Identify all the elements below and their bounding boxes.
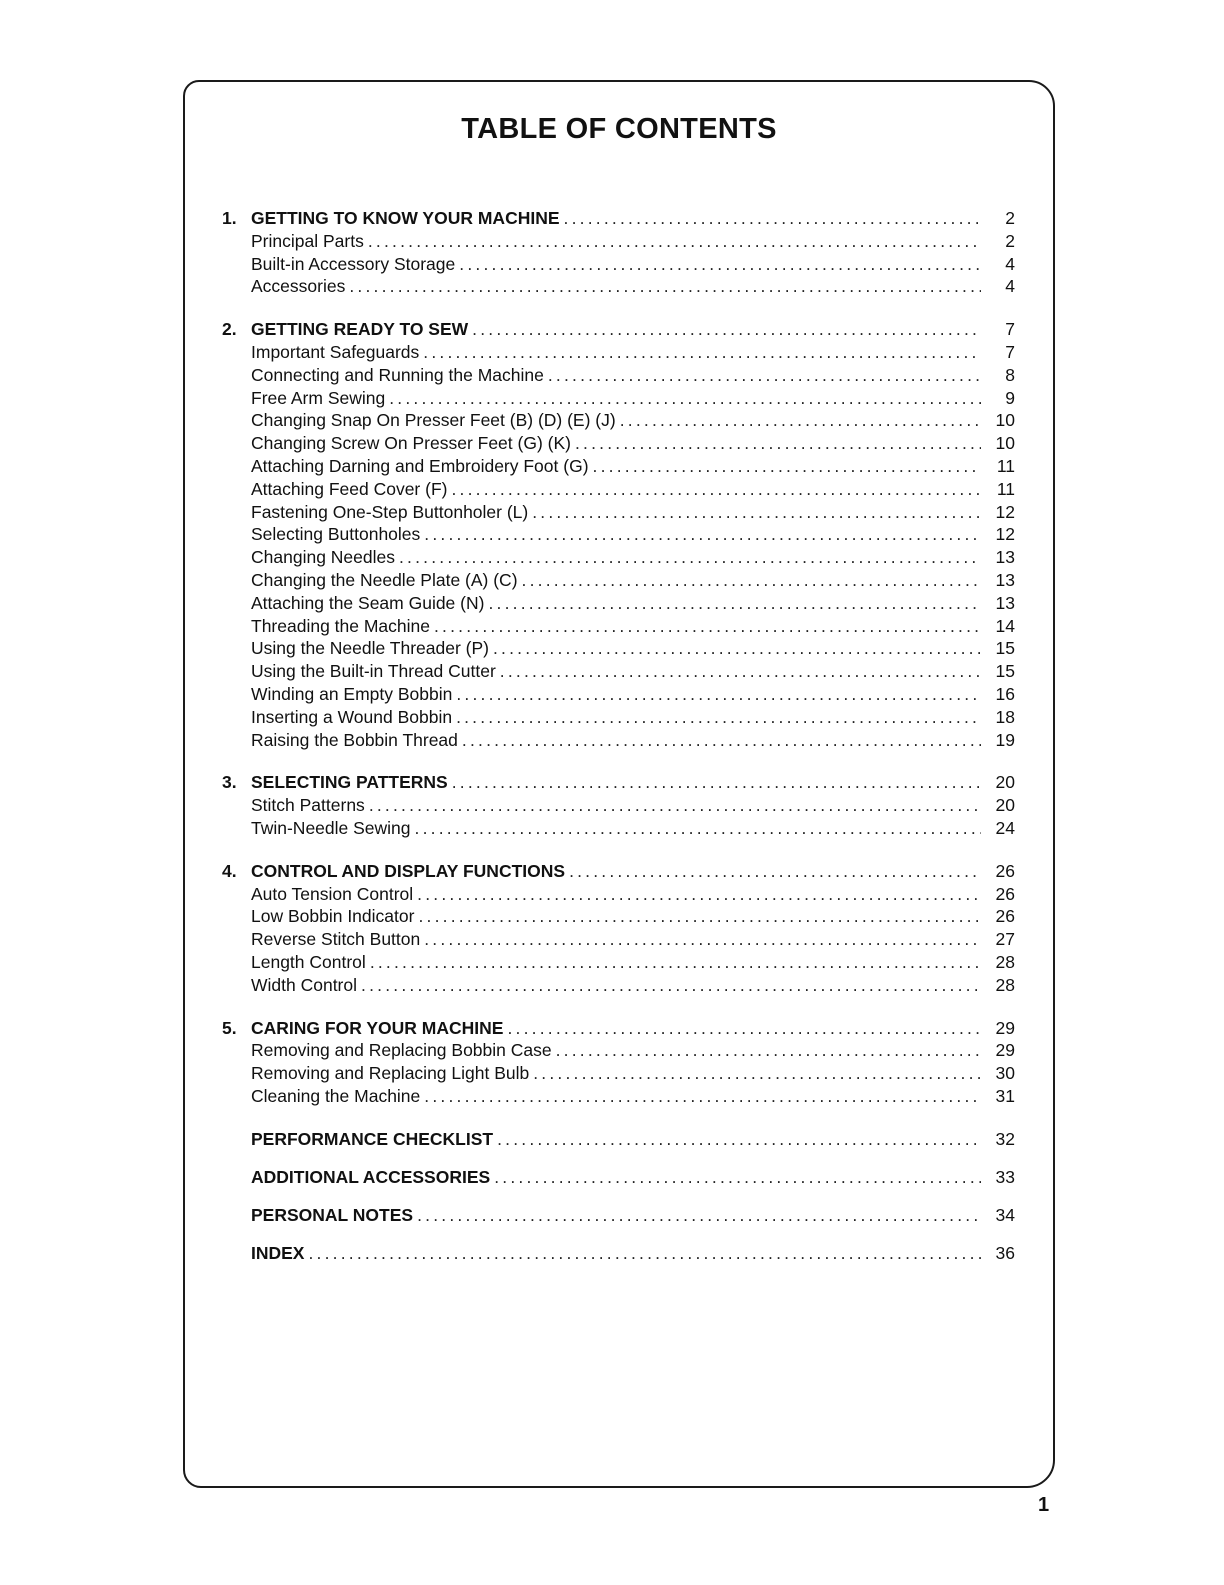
dot-leader (434, 616, 981, 637)
toc-standalone-heading (222, 1205, 1015, 1226)
entry-label: Removing and Replacing Bobbin Case (251, 1040, 552, 1061)
dot-leader (569, 861, 981, 882)
entry-page-number: 29 (995, 1040, 1015, 1061)
section-heading-label: SELECTING PATTERNS (251, 772, 448, 793)
toc-entry (222, 616, 1015, 639)
entry-page-number: 24 (995, 817, 1015, 838)
entry-label: Attaching Feed Cover (F) (251, 478, 448, 499)
entry-label: Twin-Needle Sewing (251, 817, 411, 838)
entry-label: Threading the Machine (251, 615, 430, 636)
entry-label: Attaching Darning and Embroidery Foot (G) (251, 455, 589, 476)
dot-leader (424, 929, 981, 950)
entry-label: Raising the Bobbin Thread (251, 729, 458, 750)
toc-section-heading (222, 772, 1015, 795)
entry-label: Low Bobbin Indicator (251, 906, 415, 927)
toc-entry (222, 884, 1015, 907)
page-number: 1 (1038, 1494, 1050, 1516)
entry-page-number: 36 (995, 1242, 1015, 1263)
section-number: 1. (222, 208, 237, 228)
toc-section-heading (222, 208, 1015, 231)
entry-page-number: 14 (995, 615, 1015, 636)
section-heading-label: PERFORMANCE CHECKLIST (251, 1128, 494, 1149)
dot-leader (424, 1086, 981, 1107)
toc-entry (222, 661, 1015, 684)
toc-section (222, 1018, 1015, 1109)
entry-label: Changing Needles (251, 547, 395, 568)
toc-entry (222, 1040, 1015, 1063)
toc-entry (222, 342, 1015, 365)
entry-page-number: 4 (1005, 276, 1015, 297)
entry-page-number: 26 (995, 906, 1015, 927)
dot-leader (415, 818, 981, 839)
dot-leader (488, 593, 981, 614)
section-number: 2. (222, 319, 237, 340)
dot-leader (575, 433, 981, 454)
entry-label: Reverse Stitch Button (251, 929, 421, 950)
entry-label: Accessories (251, 276, 346, 297)
dot-leader (369, 795, 981, 816)
entry-label: Selecting Buttonholes (251, 524, 421, 545)
dot-leader (494, 1167, 981, 1188)
entry-page-number: 12 (995, 524, 1015, 545)
entry-page-number: 33 (995, 1166, 1015, 1187)
toc-entry (222, 231, 1015, 254)
toc-entry (222, 388, 1015, 411)
entry-page-number: 19 (995, 729, 1015, 750)
entry-label: Principal Parts (251, 230, 364, 251)
entry-label: Winding an Empty Bobbin (251, 683, 453, 704)
toc-entry (222, 684, 1015, 707)
toc-entry (222, 502, 1015, 525)
entry-page-number: 16 (995, 683, 1015, 704)
dot-leader (361, 975, 981, 996)
entry-label: Fastening One-Step Buttonholer (L) (251, 501, 529, 522)
entry-label: Free Arm Sewing (251, 387, 386, 408)
dot-leader (417, 1205, 981, 1226)
entry-page-number: 2 (1005, 230, 1015, 251)
toc-entry (222, 456, 1015, 479)
dot-leader (368, 231, 981, 252)
entry-label: Stitch Patterns (251, 795, 365, 816)
dot-leader (532, 502, 981, 523)
entry-page-number: 28 (995, 974, 1015, 995)
toc-entry (222, 570, 1015, 593)
toc-section-heading (222, 319, 1015, 342)
entry-page-number: 7 (1005, 341, 1015, 362)
toc-entry (222, 730, 1015, 753)
dot-leader (548, 365, 981, 386)
toc-section-heading (222, 861, 1015, 884)
section-heading-label: CONTROL AND DISPLAY FUNCTIONS (251, 860, 566, 881)
toc-section (222, 861, 1015, 998)
entry-label: Auto Tension Control (251, 883, 414, 904)
entry-page-number: 28 (995, 951, 1015, 972)
entry-page-number: 32 (995, 1128, 1015, 1149)
table-of-contents (222, 208, 1015, 1281)
dot-leader (417, 884, 981, 905)
dot-leader (389, 388, 981, 409)
toc-entry (222, 975, 1015, 998)
entry-page-number: 12 (995, 501, 1015, 522)
entry-label: Width Control (251, 974, 358, 995)
dot-leader (620, 410, 981, 431)
entry-page-number: 26 (995, 860, 1015, 881)
dot-leader (472, 319, 981, 340)
entry-page-number: 20 (995, 772, 1015, 793)
entry-page-number: 31 (995, 1085, 1015, 1106)
entry-page-number: 7 (1005, 319, 1015, 340)
dot-leader (423, 342, 981, 363)
dot-leader (459, 254, 981, 275)
toc-entry (222, 707, 1015, 730)
entry-label: Built-in Accessory Storage (251, 253, 456, 274)
entry-label: Connecting and Running the Machine (251, 364, 544, 385)
entry-page-number: 27 (995, 929, 1015, 950)
section-heading-label: INDEX (251, 1242, 305, 1263)
entry-page-number: 26 (995, 883, 1015, 904)
section-heading-label: CARING FOR YOUR MACHINE (251, 1017, 504, 1038)
entry-page-number: 8 (1005, 364, 1015, 385)
entry-page-number: 13 (995, 592, 1015, 613)
toc-entry (222, 365, 1015, 388)
dot-leader (533, 1063, 981, 1084)
toc-section (222, 319, 1015, 752)
toc-standalone-heading (222, 1243, 1015, 1264)
toc-entry (222, 818, 1015, 841)
entry-page-number: 9 (1005, 387, 1015, 408)
section-number: 5. (222, 1017, 237, 1038)
entry-page-number: 15 (995, 638, 1015, 659)
toc-entry (222, 1086, 1015, 1109)
entry-label: Removing and Replacing Light Bulb (251, 1063, 530, 1084)
entry-label: Using the Needle Threader (P) (251, 638, 489, 659)
toc-entry (222, 952, 1015, 975)
toc-entry (222, 593, 1015, 616)
toc-section-heading (222, 1018, 1015, 1041)
entry-page-number: 18 (995, 706, 1015, 727)
entry-page-number: 13 (995, 569, 1015, 590)
entry-page-number: 11 (996, 478, 1015, 499)
section-heading-label: GETTING READY TO SEW (251, 319, 469, 340)
entry-page-number: 10 (995, 433, 1015, 454)
entry-page-number: 4 (1005, 253, 1015, 274)
dot-leader (418, 906, 981, 927)
toc-entry (222, 254, 1015, 277)
dot-leader (462, 730, 981, 751)
dot-leader (399, 547, 981, 568)
dot-leader (424, 524, 981, 545)
toc-standalone-heading (222, 1167, 1015, 1188)
toc-entry (222, 479, 1015, 502)
section-number: 3. (222, 772, 237, 793)
entry-label: Attaching the Seam Guide (N) (251, 592, 485, 613)
page-title: TABLE OF CONTENTS (461, 113, 777, 145)
toc-entry (222, 433, 1015, 456)
entry-label: Inserting a Wound Bobbin (251, 706, 453, 727)
dot-leader (308, 1243, 981, 1264)
section-number: 4. (222, 860, 237, 881)
toc-entry (222, 547, 1015, 570)
entry-label: Cleaning the Machine (251, 1085, 421, 1106)
dot-leader (456, 707, 981, 728)
entry-page-number: 30 (995, 1063, 1015, 1084)
toc-entry (222, 795, 1015, 818)
toc-standalone-heading (222, 1129, 1015, 1150)
entry-label: Changing Snap On Presser Feet (B) (D) (E) (J) (251, 410, 616, 431)
entry-page-number: 15 (995, 661, 1015, 682)
dot-leader (593, 456, 981, 477)
entry-page-number: 20 (995, 795, 1015, 816)
dot-leader (349, 276, 981, 297)
dot-leader (564, 208, 981, 229)
toc-entry (222, 1063, 1015, 1086)
toc-entry (222, 276, 1015, 299)
entry-label: Changing the Needle Plate (A) (C) (251, 569, 518, 590)
toc-entry (222, 524, 1015, 547)
entry-page-number: 2 (1005, 208, 1015, 228)
dot-leader (497, 1129, 981, 1150)
entry-page-number: 34 (995, 1204, 1015, 1225)
toc-section (222, 772, 1015, 840)
section-heading-label: GETTING TO KNOW YOUR MACHINE (251, 208, 560, 228)
dot-leader (507, 1018, 981, 1039)
entry-label: Important Safeguards (251, 341, 420, 362)
toc-section (222, 208, 1015, 299)
dot-leader (451, 479, 981, 500)
toc-entry (222, 638, 1015, 661)
toc-entry (222, 906, 1015, 929)
dot-leader (456, 684, 981, 705)
section-heading-label: ADDITIONAL ACCESSORIES (251, 1166, 491, 1187)
entry-label: Changing Screw On Presser Feet (G) (K) (251, 433, 571, 454)
toc-entry (222, 410, 1015, 433)
dot-leader (493, 638, 981, 659)
dot-leader (522, 570, 981, 591)
dot-leader (500, 661, 981, 682)
entry-page-number: 29 (995, 1017, 1015, 1038)
dot-leader (556, 1040, 981, 1061)
dot-leader (370, 952, 981, 973)
entry-label: Length Control (251, 951, 366, 972)
entry-page-number: 10 (995, 410, 1015, 431)
section-heading-label: PERSONAL NOTES (251, 1204, 414, 1225)
toc-entry (222, 929, 1015, 952)
entry-page-number: 11 (996, 455, 1015, 476)
entry-page-number: 13 (995, 547, 1015, 568)
dot-leader (452, 772, 981, 793)
entry-label: Using the Built-in Thread Cutter (251, 661, 496, 682)
